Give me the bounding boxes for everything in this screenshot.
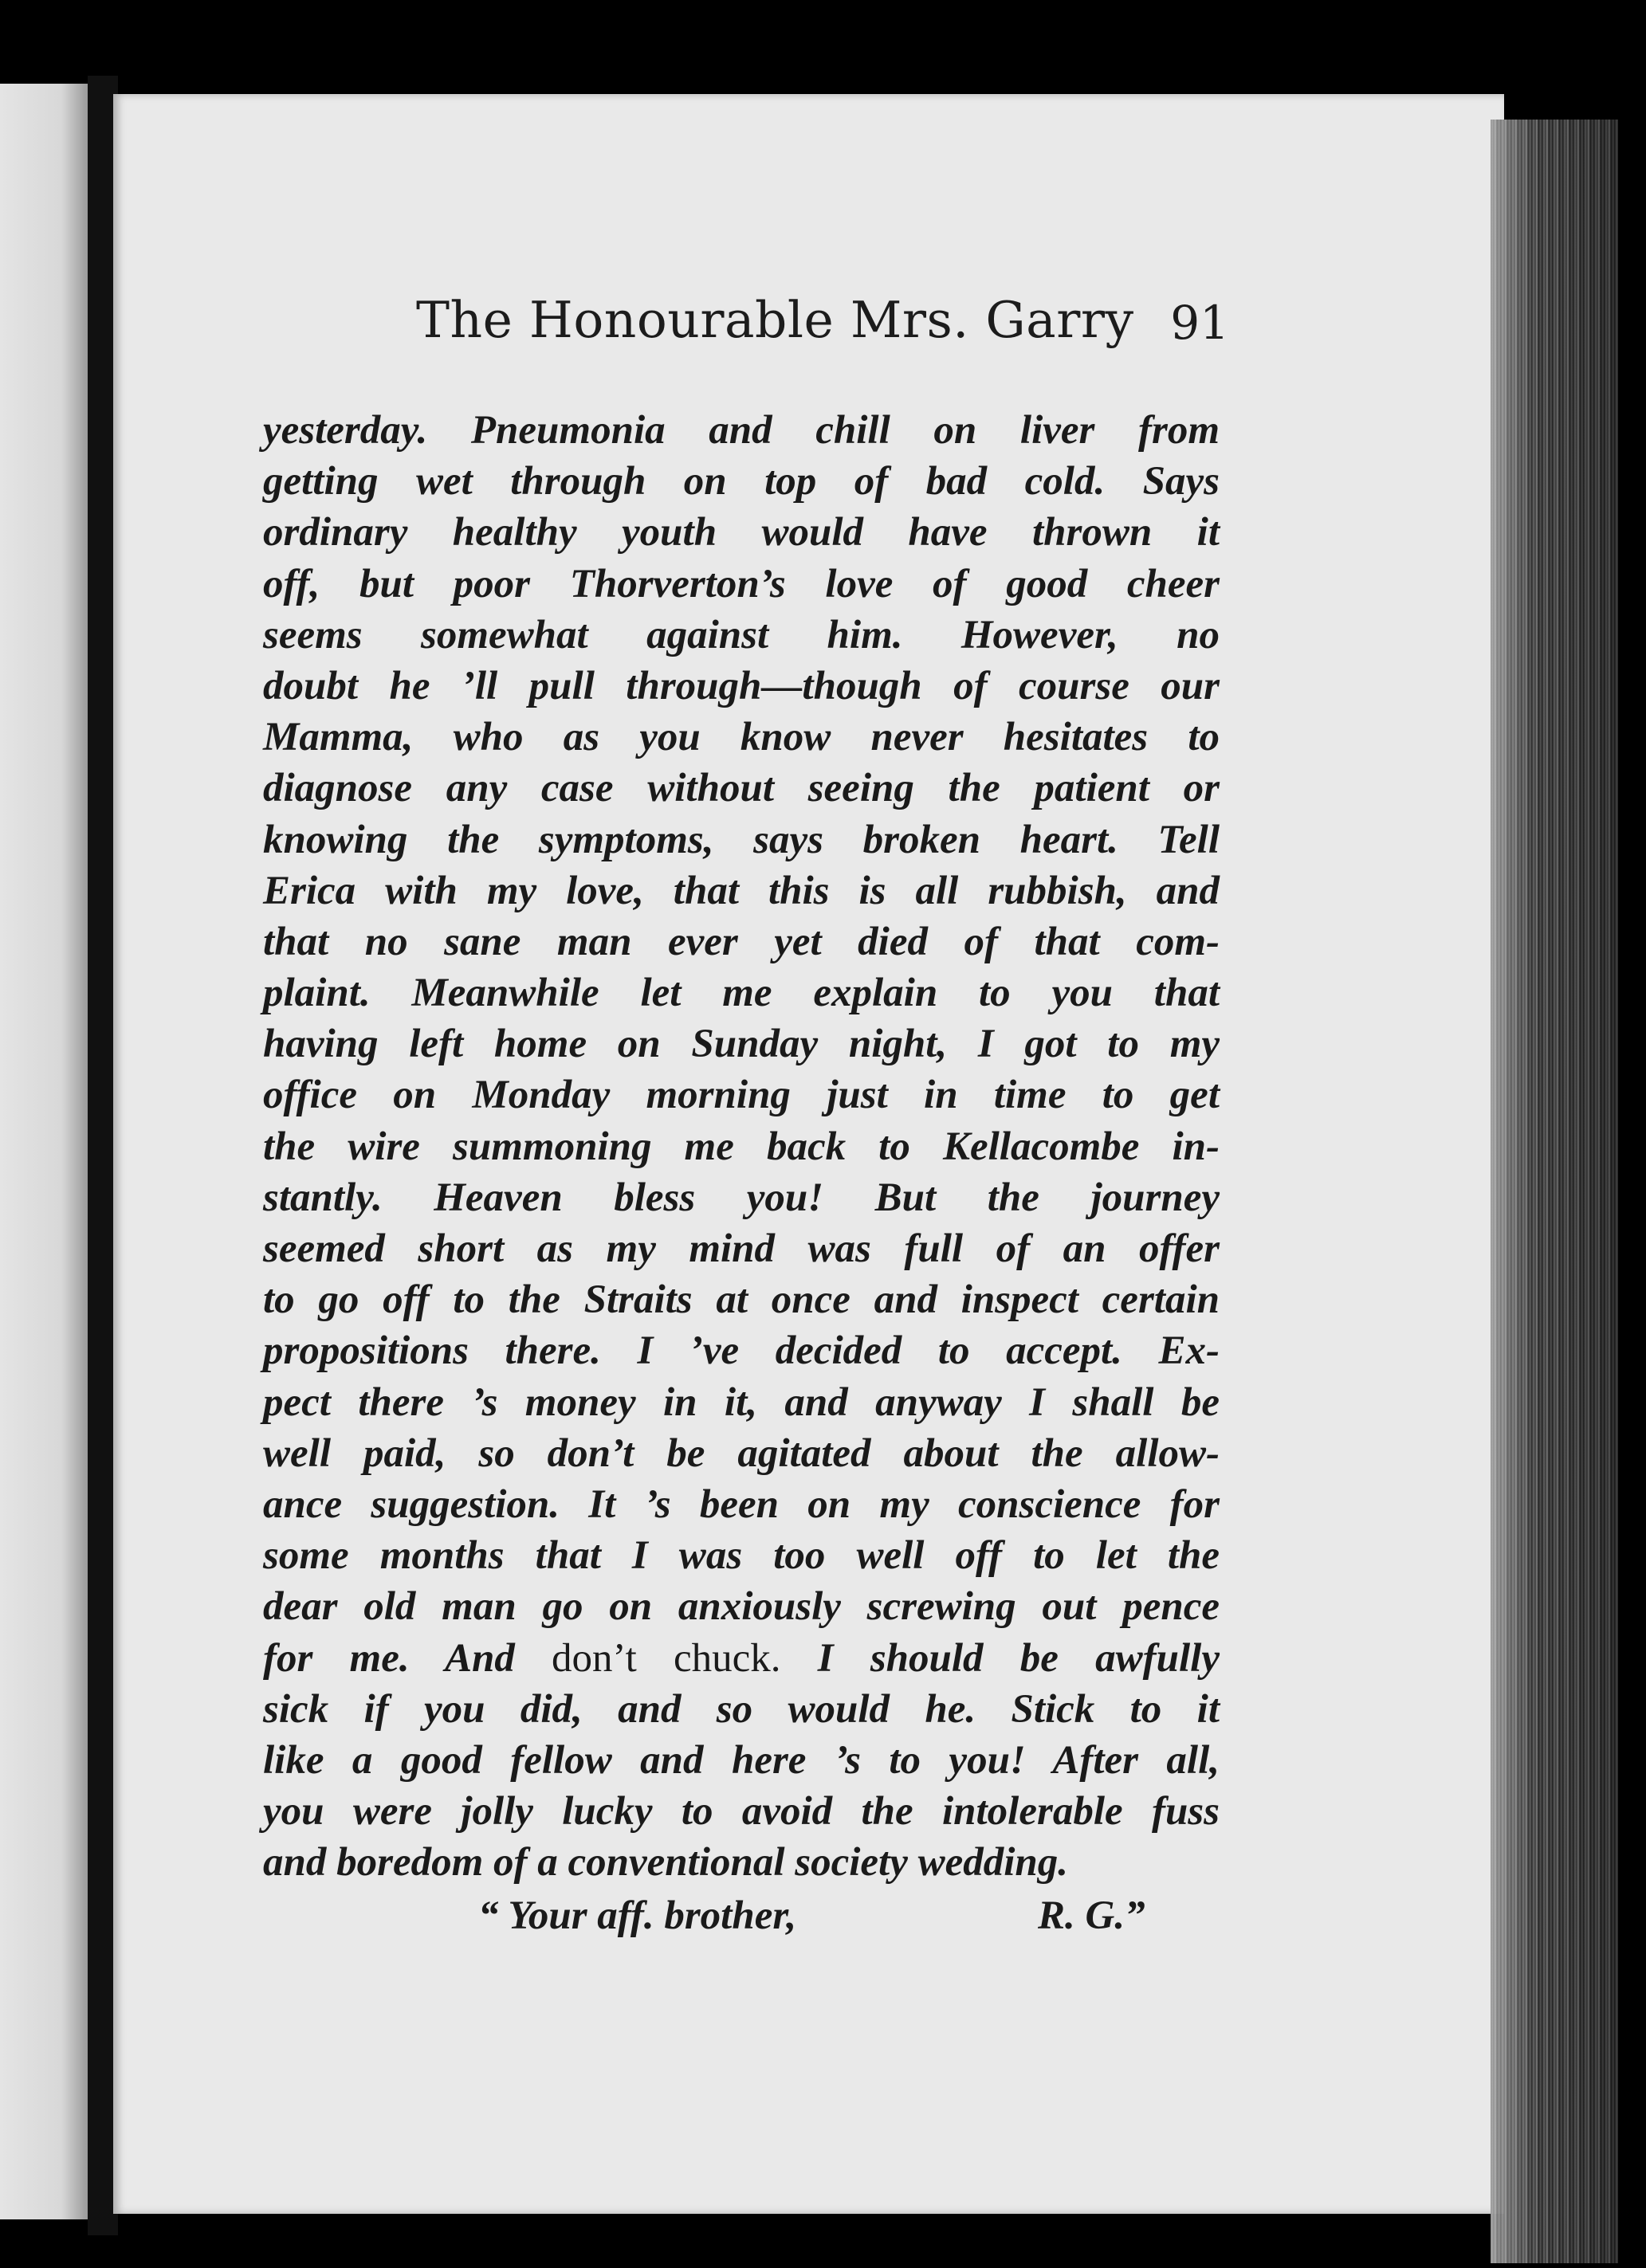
text-line: propositions there. I ’ve decided to accept. Ex- — [263, 1328, 1220, 1374]
text-line: diagnose any case without seeing the patient or — [263, 766, 1220, 811]
text-line — [263, 1633, 1220, 1684]
text-line-last: and boredom of a conventional society wedding. — [263, 1840, 1069, 1885]
roman-text-run: don’t chuck. — [514, 1635, 818, 1681]
running-title: The Honourable Mrs. Garry — [416, 291, 1134, 349]
letter-text — [263, 405, 1220, 1944]
text-line: you were jolly lucky to avoid the intolerable fuss — [263, 1789, 1220, 1834]
text-line: ance suggestion. It ’s been on my conscience for — [263, 1481, 1220, 1527]
text-line: plaint. Meanwhile let me explain to you that — [263, 971, 1220, 1016]
text-line: yesterday. Pneumonia and chill on liver from — [263, 408, 1220, 453]
text-line: sick if you did, and so would he. Stick to it — [263, 1686, 1220, 1732]
text-line: having left home on Sunday night, I got to my — [263, 1022, 1220, 1067]
signature-line — [263, 1888, 1220, 1944]
text-line: to go off to the Straits at once and inspect certain — [263, 1277, 1220, 1323]
text-line: seemed short as my mind was full of an offer — [263, 1226, 1220, 1271]
text-line: office on Monday morning just in time to get — [263, 1073, 1220, 1118]
text-line: Mamma, who as you know never hesitates to — [263, 715, 1220, 760]
text-line: seems somewhat against him. However, no — [263, 612, 1220, 657]
text-line: ordinary healthy youth would have thrown it — [263, 510, 1220, 555]
text-line: some months that I was too well off to let the — [263, 1533, 1220, 1579]
text-run: for me. — [263, 1635, 445, 1681]
closing-salutation: “ Your aff. brother, — [478, 1893, 797, 1939]
text-line: stantly. Heaven bless you! But the journey — [263, 1175, 1220, 1220]
text-line: knowing the symptoms, says broken heart. Tell — [263, 817, 1220, 862]
text-line: dear old man go on anxiously screwing out pence — [263, 1584, 1220, 1630]
text-line: the wire summoning me back to Kellacombe in- — [263, 1124, 1220, 1169]
text-line: Erica with my love, that this is all rubbish, and — [263, 868, 1220, 913]
page-number: 91 — [1170, 296, 1229, 350]
text-run: I should be awfully — [817, 1635, 1220, 1681]
page-edges-shading — [1491, 120, 1618, 2263]
signature-initials: R. G.” — [1038, 1893, 1145, 1939]
running-head — [416, 291, 1229, 363]
text-line: well paid, so don’t be agitated about the allow- — [263, 1430, 1220, 1476]
text-line: like a good fellow and here ’s to you! After all, — [263, 1737, 1220, 1783]
text-line: doubt he ’ll pull through—though of course our — [263, 663, 1220, 708]
text-line: pect there ’s money in it, and anyway I shall be — [263, 1379, 1220, 1425]
text-run: And — [444, 1635, 515, 1681]
text-line: getting wet through on top of bad cold. Says — [263, 459, 1220, 504]
facing-page-edge — [0, 84, 88, 2219]
text-line: that no sane man ever yet died of that com- — [263, 919, 1220, 964]
text-line: off, but poor Thorverton’s love of good cheer — [263, 561, 1220, 606]
